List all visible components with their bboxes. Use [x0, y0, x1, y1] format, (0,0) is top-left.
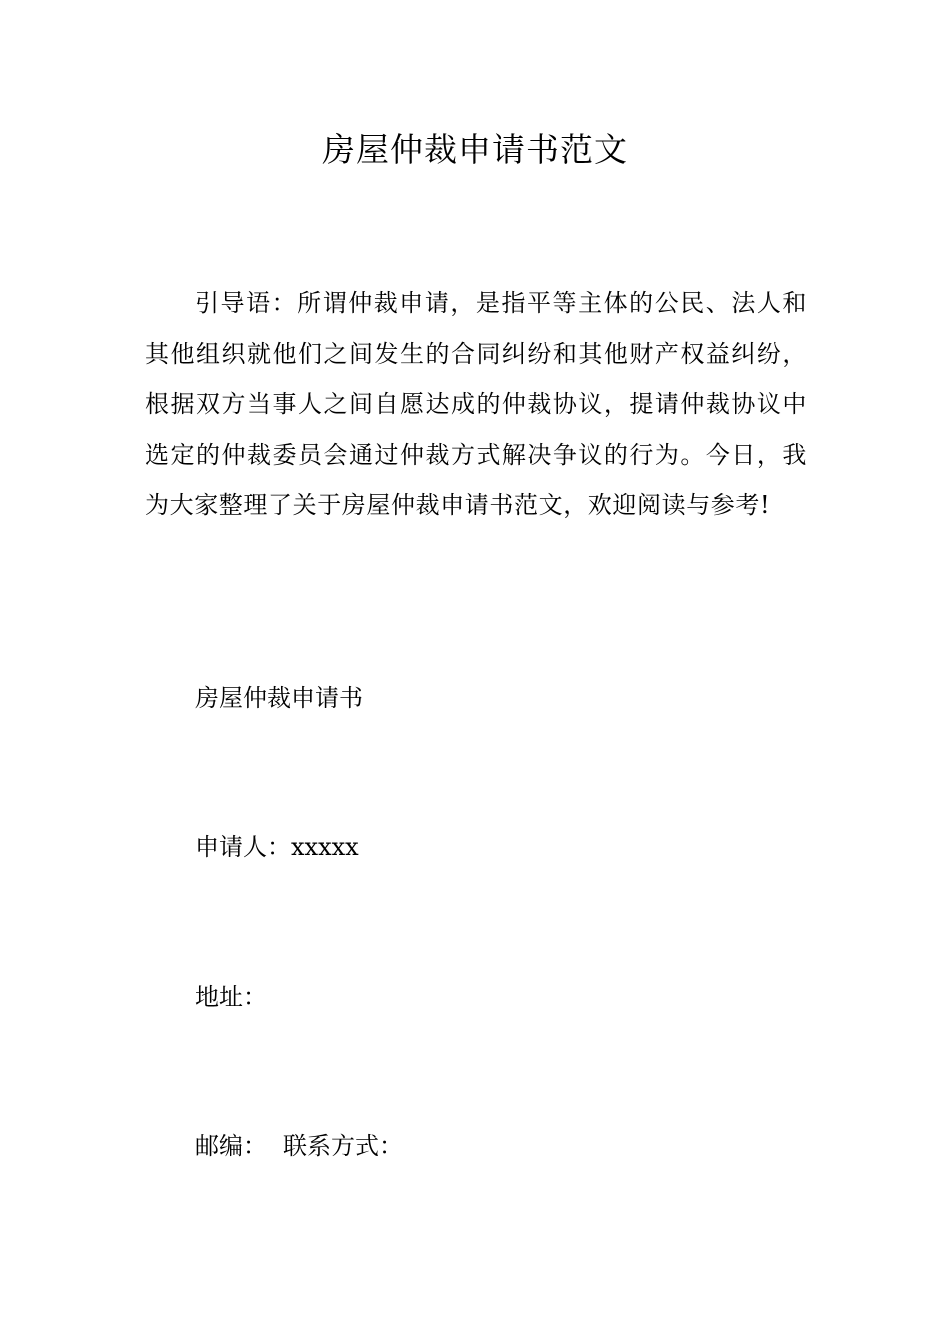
- address-line: [195, 979, 267, 1015]
- applicant-label: 申请人：: [195, 833, 291, 861]
- postcode-label: 邮编：: [195, 1132, 267, 1160]
- applicant-value: xxxxx: [291, 833, 359, 861]
- page-title: 房屋仲裁申请书范文: [322, 130, 628, 169]
- intro-paragraph: 引导语：所谓仲裁申请，是指平等主体的公民、法人和其他组织就他们之间发生的合同纠纷和其他财产权益纠纷，根据双方当事人之间自愿达成的仲裁协议，提请仲裁协议中选定的仲裁委员会通过仲裁方式解决争议的行为。今日，我为大家整理了关于房屋仲裁申请书范文，欢迎阅读与参考!: [145, 289, 807, 519]
- contact-label: 联系方式：: [283, 1132, 403, 1160]
- address-label: 地址：: [195, 983, 267, 1011]
- postcode-contact-line: [195, 1128, 403, 1164]
- applicant-line: [195, 829, 359, 865]
- section-heading: 房屋仲裁申请书: [195, 684, 363, 712]
